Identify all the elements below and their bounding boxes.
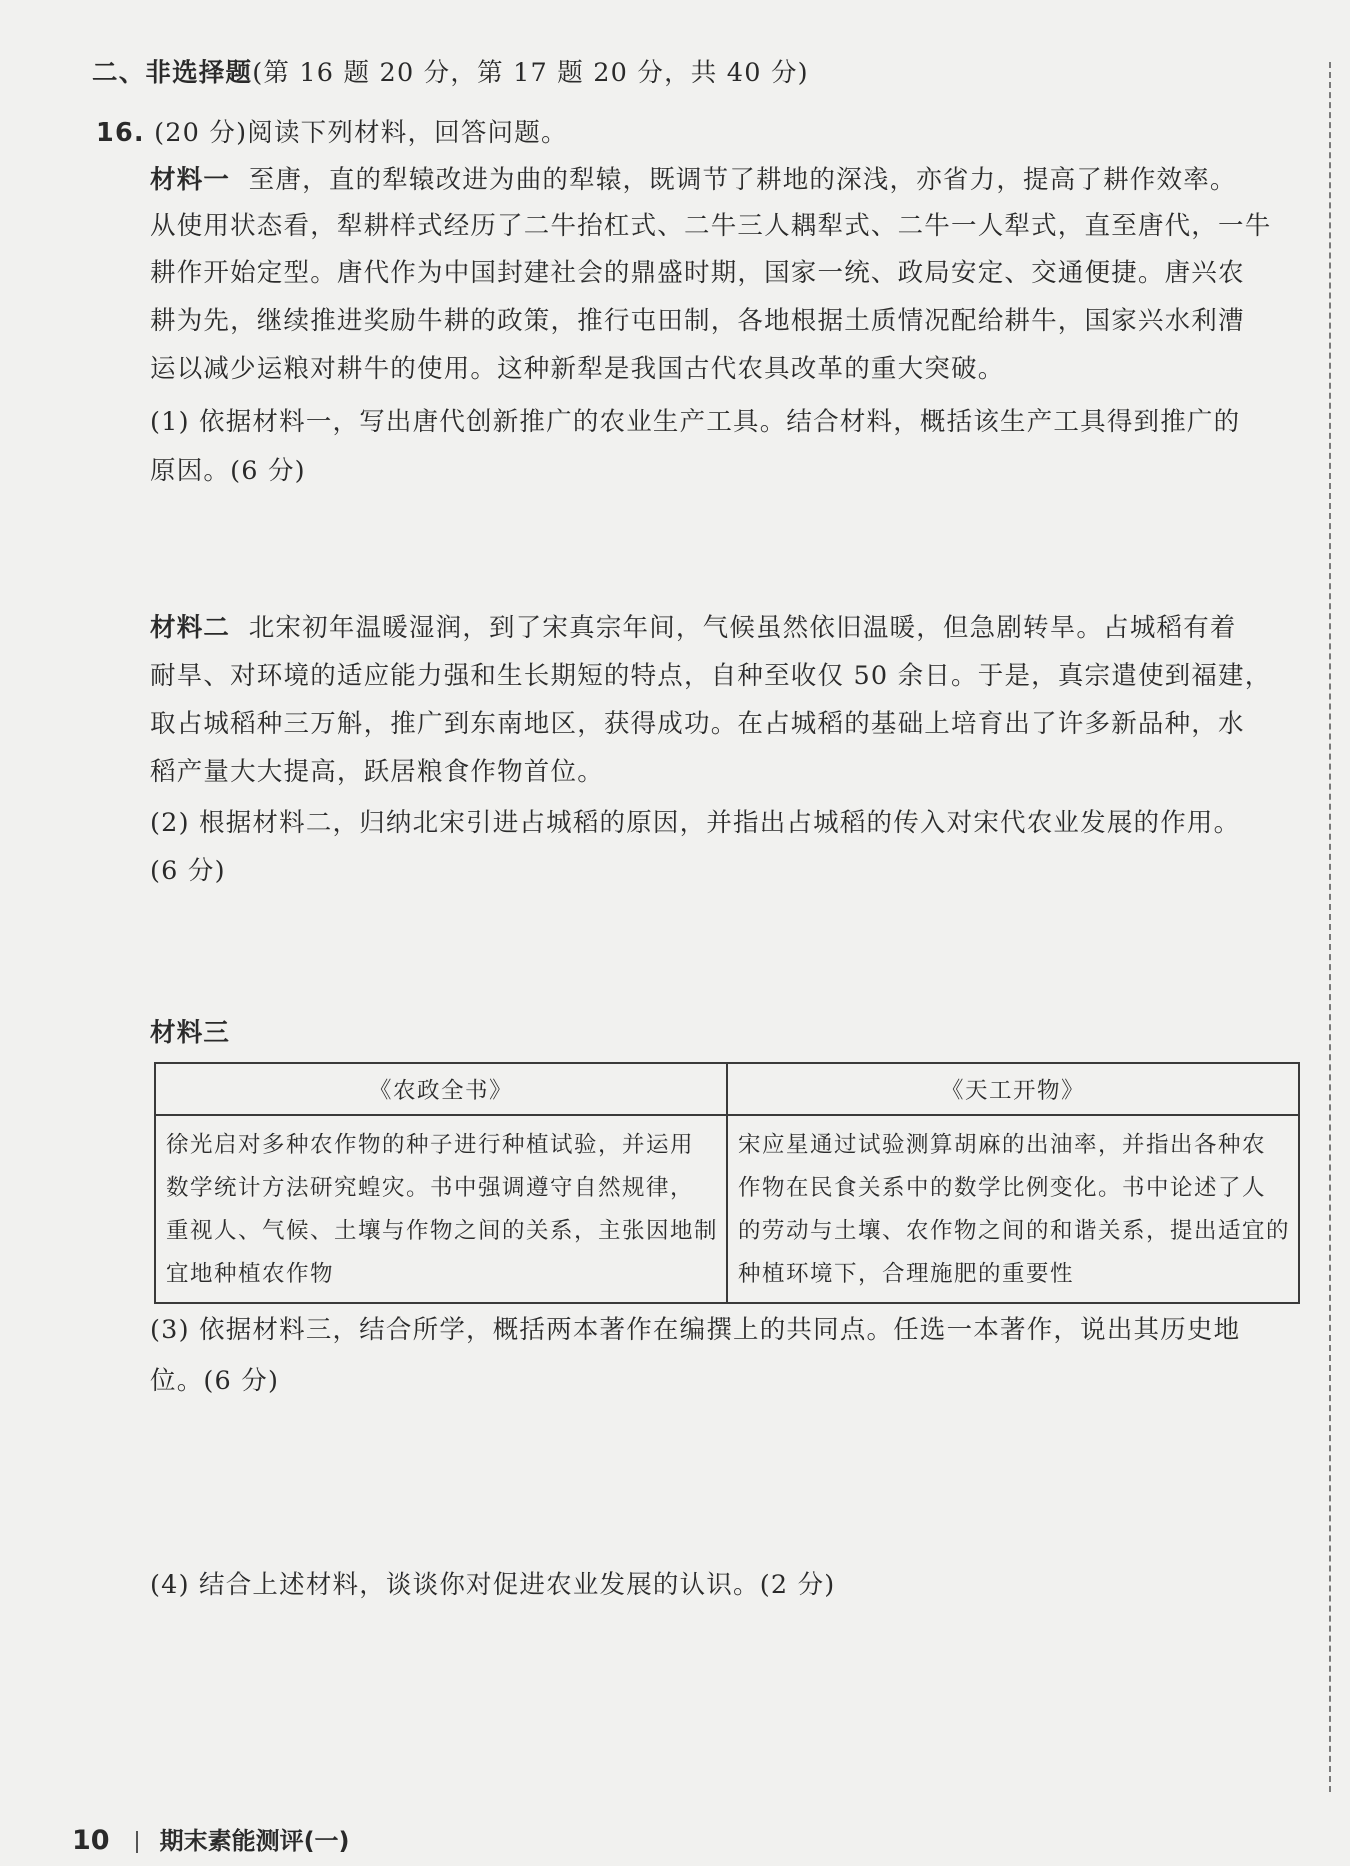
subq3-line-2: 位。(6 分) [150, 1366, 280, 1396]
material2-line-1 [150, 611, 1237, 645]
section-note: (第 16 题 20 分，第 17 题 20 分，共 40 分) [252, 58, 809, 88]
table-cell-line: 种植环境下，合理施肥的重要性 [738, 1261, 1075, 1287]
question-number: 16. [96, 118, 145, 148]
footer-divider [136, 1831, 138, 1853]
subq1-line-1: (1) 依据材料一，写出唐代创新推广的农业生产工具。结合材料，概括该生产工具得到推广的 [150, 407, 1241, 437]
material1-line-1 [150, 163, 1237, 197]
material1-line-2: 从使用状态看，犁耕样式经历了二牛抬杠式、二牛三人耦犁式、二牛一人犁式，直至唐代，一牛 [150, 211, 1272, 241]
question-heading [96, 116, 568, 150]
table-header-nongzheng: 《农政全书》 [155, 1063, 727, 1115]
material1-line-4: 耕为先，继续推进奖励牛耕的政策，推行屯田制，各地根据土质情况配给耕牛，国家兴水利漕 [150, 306, 1245, 336]
table-cell-line: 数学统计方法研究蝗灾。书中强调遵守自然规律， [166, 1175, 695, 1201]
table-cell-line: 作物在民食关系中的数学比例变化。书中论述了人 [738, 1175, 1267, 1201]
material2-label: 材料二 [150, 613, 231, 643]
section-heading [92, 56, 809, 90]
page-footer [72, 1826, 350, 1856]
table-header-tiangong: 《天工开物》 [727, 1063, 1299, 1115]
footer-title: 期末素能测评(一) [159, 1827, 350, 1855]
binding-dashed-line [1329, 62, 1331, 1792]
table-cell-line: 宜地种植农作物 [166, 1261, 335, 1287]
material1-line-3: 耕作开始定型。唐代作为中国封建社会的鼎盛时期，国家一统、政局安定、交通便捷。唐兴农 [150, 258, 1245, 288]
material3-table [154, 1062, 1300, 1304]
table-cell-line: 的劳动与土壤、农作物之间的和谐关系，提出适宜的 [738, 1218, 1291, 1244]
subq3-line-1: (3) 依据材料三，结合所学，概括两本著作在编撰上的共同点。任选一本著作，说出其历史地 [150, 1315, 1241, 1345]
table-cell-line: 重视人、气候、土壤与作物之间的关系，主张因地制 [166, 1218, 719, 1244]
material2-line-4: 稻产量大大提高，跃居粮食作物首位。 [150, 757, 604, 787]
material2-text-0: 北宋初年温暖湿润，到了宋真宗年间，气候虽然依旧温暖，但急剧转旱。占城稻有着 [248, 613, 1237, 643]
table-cell-line: 宋应星通过试验测算胡麻的出油率，并指出各种农 [738, 1132, 1267, 1158]
section-title: 二、非选择题 [92, 58, 253, 88]
material2-line-3: 取占城稻种三万斛，推广到东南地区，获得成功。在占城稻的基础上培育出了许多新品种，水 [150, 709, 1245, 739]
subq1-line-2: 原因。(6 分) [150, 456, 306, 486]
material2-line-2: 耐旱、对环境的适应能力强和生长期短的特点，自种至收仅 50 余日。于是，真宗遣使到福建， [150, 661, 1272, 691]
subq4-text: (4) 结合上述材料，谈谈你对促进农业发展的认识。(2 分) [150, 1570, 836, 1600]
question-prompt: (20 分)阅读下列材料，回答问题。 [154, 118, 568, 148]
table-cell-nongzheng [155, 1115, 727, 1303]
page-number: 10 [72, 1825, 110, 1856]
material3-label: 材料三 [150, 1018, 231, 1048]
table-cell-tiangong [727, 1115, 1299, 1303]
material1-line-5: 运以减少运粮对耕牛的使用。这种新犁是我国古代农具改革的重大突破。 [150, 354, 1005, 384]
material1-text-0: 至唐，直的犁辕改进为曲的犁辕，既调节了耕地的深浅，亦省力，提高了耕作效率。 [248, 165, 1237, 195]
material1-label: 材料一 [150, 165, 231, 195]
subq2-line-2: (6 分) [150, 856, 226, 886]
subq2-line-1: (2) 根据材料二，归纳北宋引进占城稻的原因，并指出占城稻的传入对宋代农业发展的作用。 [150, 808, 1241, 838]
table-cell-line: 徐光启对多种农作物的种子进行种植试验，并运用 [166, 1132, 695, 1158]
